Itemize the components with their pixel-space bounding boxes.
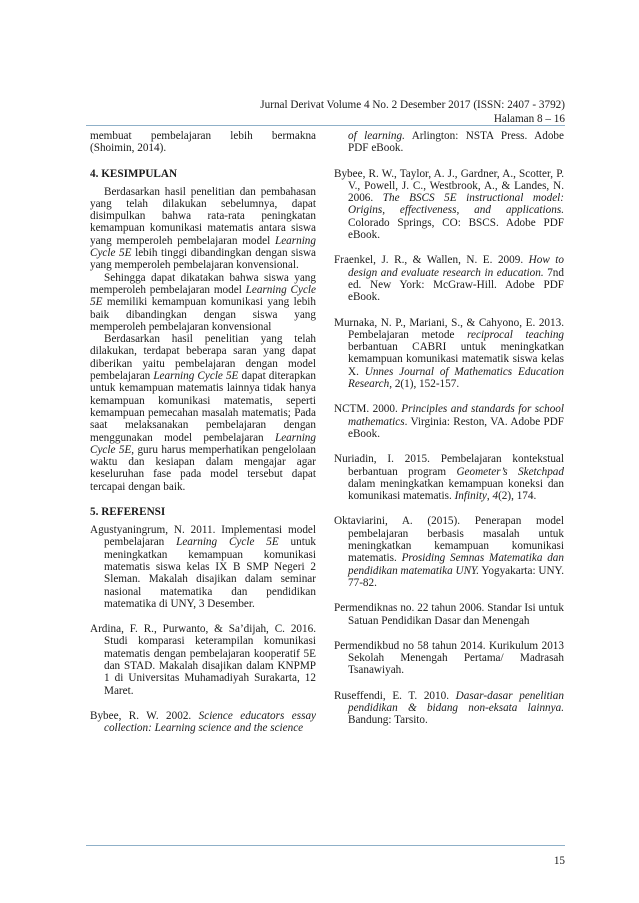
section-heading-referensi: 5. REFERENSI xyxy=(90,506,166,519)
reference-item: Bybee, R. W., Taylor, A. J., Gardner, A., Scotter, P. V., Powell, J. C., Westbrook, A., & Landes, N. 2006. The BSCS 5E instructional model: Origins, effectiveness, and applications. Colorado Springs, CO: BSCS. Adobe PDF eBook. xyxy=(334,167,564,242)
reference-item: Ardina, F. R., Purwanto, & Sa’dijah, C. 2016. Studi komparasi keterampilan komunikasi matematis dengan pembelajaran kooperatif 5E dan STAD. Makalah disajikan dalam KNPMP 1 di Universitas Muhamadiyah Surakarta, 12 Maret. xyxy=(90,623,316,697)
intro-line: membuat pembelajaran lebih bermakna xyxy=(90,130,316,142)
reference-item: Oktaviarini, A. (2015). Penerapan model pembelajaran berbasis masalah untuk meningkatkan kemampuan komunikasi matematis. Prosiding Semnas Matematika dan pendidikan matematika UNY. Yogyakarta: UNY. 77-82. xyxy=(334,515,564,589)
reference-item: Agustyaningrum, N. 2011. Implementasi model pembelajaran Learning Cycle 5E untuk meningkatkan kemampuan komunikasi matematis siswa kelas IX B SMP Negeri 2 Sleman. Makalah disajikan dalam seminar nasional matematika dan pendidikan matematika di UNY, 3 Desember. xyxy=(90,524,317,610)
reference-item: Nuriadin, I. 2015. Pembelajaran kontekstual berbantuan program Geometer’s Sketchpad dalam meningkatkan kemampuan koneksi dan komunikasi matematis. Infinity, 4(2), 174. xyxy=(334,453,564,503)
reference-item: Bybee, R. W. 2002. Science educators essay collection: Learning science and the science xyxy=(90,709,317,735)
reference-item: Fraenkel, J. R., & Wallen, N. E. 2009. How to design and evaluate research in education. 7nd ed. New York: McGraw-Hill. Adobe PDF eBook. xyxy=(334,254,564,304)
conclusion-paragraph-2: Sehingga dapat dikatakan bahwa siswa yang memperoleh pembelajaran model Learning Cycle 5E memiliki kemampuan komunikasi yang lebih baik dibandingkan dengan siswa yang memperoleh pembelajaran konvensional xyxy=(90,271,316,333)
header-rule xyxy=(86,125,565,126)
page-number: 15 xyxy=(553,855,565,867)
conclusion-paragraph-1: Berdasarkan hasil penelitian dan pembahasan yang telah dilakukan sebelumnya, dapat disimpulkan bahwa rata-rata peningkatan kemampuan komunikasi matematis antara siswa yang memperoleh pembelajaran model Learning Cycle 5E lebih tinggi dibandingkan dengan siswa yang memperoleh pembelajaran konvensional. xyxy=(90,185,316,272)
reference-item: Permendiknas no. 22 tahun 2006. Standar Isi untuk Satuan Pendidikan Dasar dan Menengah xyxy=(334,602,564,627)
intro-cite: (Shoimin, 2014). xyxy=(90,142,167,155)
left-column xyxy=(90,130,316,734)
reference-item: NCTM. 2000. Principles and standards for school mathematics. Virginia: Reston, VA. Adobe PDF eBook. xyxy=(334,403,564,440)
journal-header xyxy=(260,98,565,126)
reference-item: Permendikbud no 58 tahun 2014. Kurikulum 2013 Sekolah Menengah Pertama/ Madrasah Tsanawiyah. xyxy=(334,639,564,677)
conclusion-paragraph-3: Berdasarkan hasil penelitian yang telah dilakukan, terdapat beberapa saran yang dapat diberikan yaitu pembelajaran dengan model pembelajaran Learning Cycle 5E dapat diterapkan untuk kemampuan matematis lainnya tidak hanya kemampuan komunikasi matematis, seperti kemampuan pemecahan masalah matematis; Pada saat melaksanakan pembelajaran dengan menggunakan model pembelajaran Learning Cycle 5E, guru harus memperhatikan pengelolaan waktu dan kesiapan dalam mengajar agar keseluruhan fase pada model tersebut dapat tercapai dengan baik. xyxy=(90,333,316,493)
page-range: Halaman 8 – 16 xyxy=(493,113,565,125)
right-column xyxy=(334,130,564,727)
journal-title: Jurnal Derivat Volume 4 No. 2 Desember 2017 (ISSN: 2407 - 3792) xyxy=(260,99,565,111)
reference-item: Ruseffendi, E. T. 2010. Dasar-dasar penelitian pendidikan & bidang non-eksata lainnya. Bandung: Tarsito. xyxy=(334,689,564,727)
footer-rule xyxy=(86,845,565,846)
reference-continuation: of learning. Arlington: NSTA Press. Adobe PDF eBook. xyxy=(348,130,564,155)
reference-item: Murnaka, N. P., Mariani, S., & Cahyono, E. 2013. Pembelajaran metode reciprocal teaching berbantuan CABRI untuk meningkatkan kemampuan komunikasi matematik siswa kelas X. Unnes Journal of Mathematics Education Research, 2(1), 152-157. xyxy=(334,316,565,391)
section-heading-kesimpulan: 4. KESIMPULAN xyxy=(90,167,178,180)
